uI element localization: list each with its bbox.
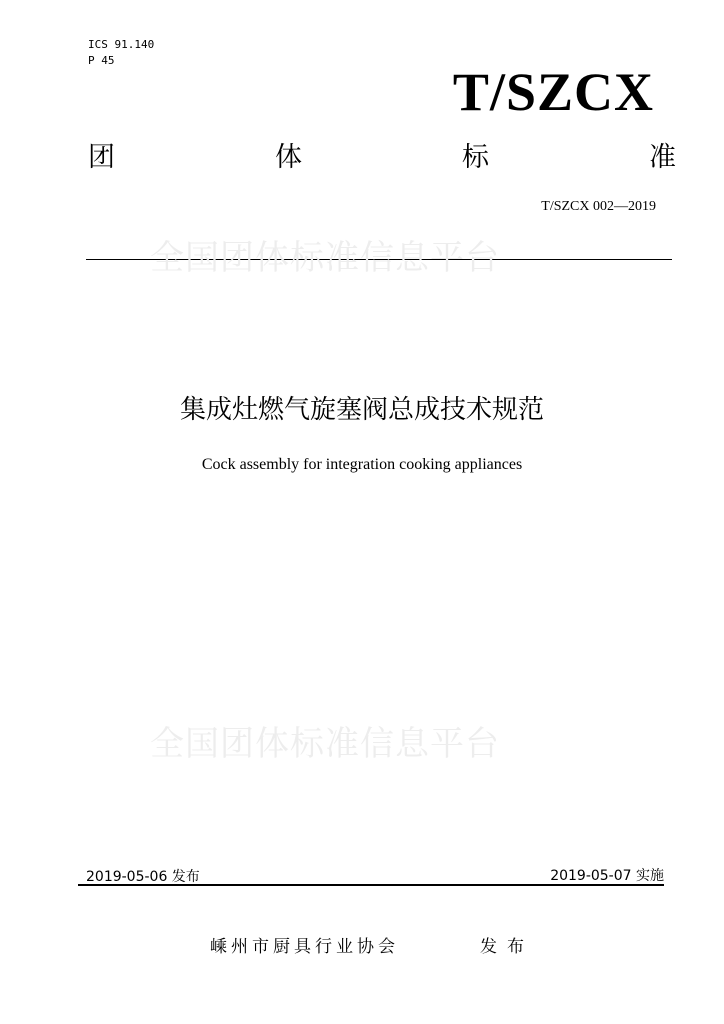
watermark-top: 全国团体标准信息平台 bbox=[150, 238, 500, 278]
document-title-chinese: 集成灶燃气旋塞阀总成技术规范 bbox=[179, 395, 544, 425]
category-char: 标 bbox=[462, 142, 489, 173]
classification-block bbox=[88, 37, 154, 69]
standard-code-logo: T/SZCX bbox=[452, 62, 654, 122]
standard-category bbox=[88, 140, 676, 176]
ics-code: ICS 91.140 bbox=[88, 38, 155, 51]
document-title-english: Cock assembly for integration cooking appliances bbox=[201, 456, 523, 473]
issuer-name: 嵊州市厨具行业协会 bbox=[210, 937, 399, 957]
footer-divider bbox=[78, 884, 664, 886]
watermark-middle: 全国团体标准信息平台 bbox=[150, 724, 500, 764]
publish-date: 2019-05-06 发布 bbox=[86, 869, 200, 885]
issue-word: 发布 bbox=[480, 937, 534, 957]
category-char: 体 bbox=[275, 142, 302, 173]
ccs-code: P 45 bbox=[88, 54, 115, 67]
implement-date: 2019-05-07 实施 bbox=[550, 868, 664, 884]
category-char: 准 bbox=[649, 142, 676, 173]
standard-number: T/SZCX 002—2019 bbox=[541, 199, 656, 214]
category-char: 团 bbox=[88, 142, 115, 173]
